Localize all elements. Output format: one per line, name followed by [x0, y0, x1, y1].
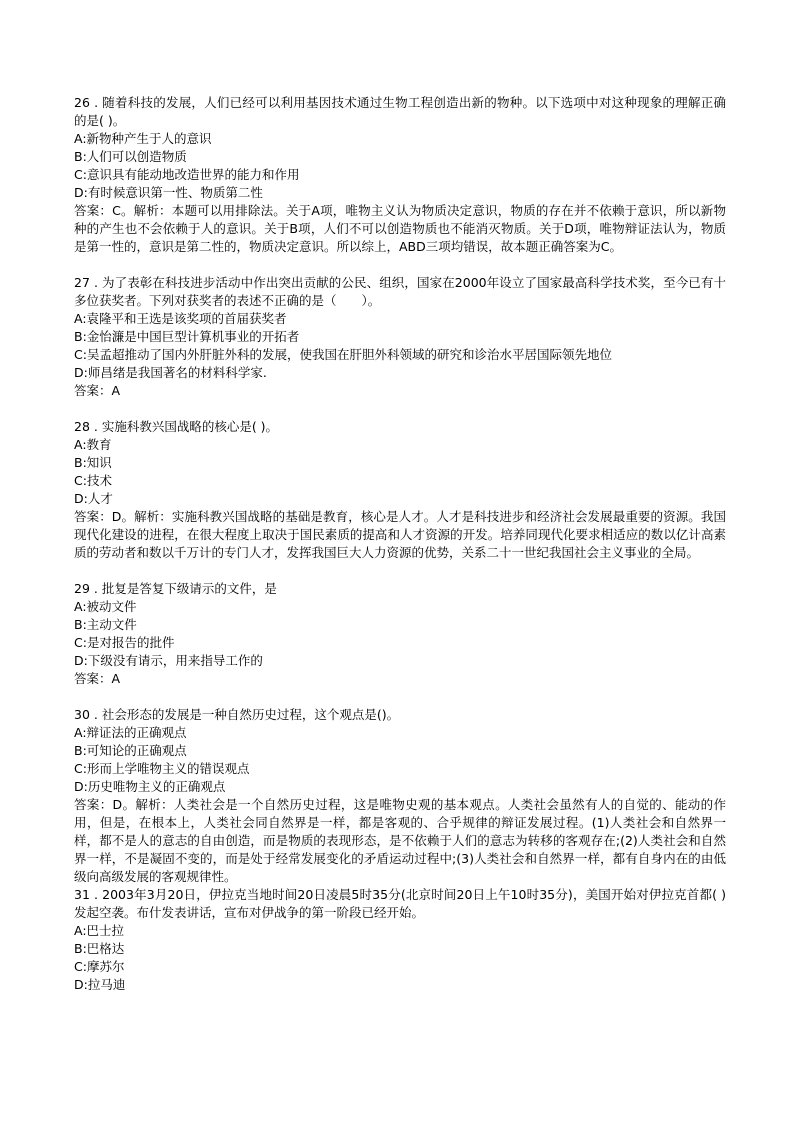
question-stem: 29 . 批复是答复下级请示的文件，是	[74, 581, 277, 596]
option-d: D:历史唯物主义的正确观点	[74, 779, 226, 794]
answer-explanation: 答案：A	[74, 383, 121, 398]
answer-explanation: 答案：D。解析：实施科教兴国战略的基础是教育，核心是人才。人才是科技进步和经济社会发展最重要的资源。我国现代化建设的进程，在很大程度上取决于国民素质的提高和人才资源的开发。培养同现代化要求相适应的数以亿计高素质的劳动者和数以千万计的专门人才，发挥我国巨大人力资源的优势，关系二十一世纪我国社会主义事业的全局。	[74, 509, 726, 560]
option-c: C:形而上学唯物主义的错误观点	[74, 761, 250, 776]
question-stem: 31 . 2003年3月20日，伊拉克当地时间20日凌晨5时35分(北京时间20日上午10时35分)，美国开始对伊拉克首都( )发起空袭。布什发表讲话，宣布对伊战争的第一阶段已经开始。	[74, 887, 726, 920]
option-d: D:师昌绪是我国著名的材料科学家.	[74, 365, 267, 380]
question-30	[74, 706, 726, 886]
question-31	[74, 886, 726, 994]
option-d: D:人才	[74, 491, 113, 506]
question-29	[74, 580, 726, 688]
option-b: B:金怡濂是中国巨型计算机事业的开拓者	[74, 329, 300, 344]
option-d: D:下级没有请示，用来指导工作的	[74, 653, 263, 668]
option-c: C:吴孟超推动了国内外肝脏外科的发展，使我国在肝胆外科领域的研究和诊治水平居国际领先地位	[74, 347, 612, 362]
option-a: A:巴士拉	[74, 923, 125, 938]
option-b: B:知识	[74, 455, 112, 470]
question-26	[74, 94, 726, 256]
option-a: A:辩证法的正确观点	[74, 725, 187, 740]
option-a: A:被动文件	[74, 599, 137, 614]
option-c: C:意识具有能动地改造世界的能力和作用	[74, 167, 300, 182]
option-b: B:主动文件	[74, 617, 137, 632]
question-28	[74, 418, 726, 562]
answer-explanation: 答案：C。解析：本题可以用排除法。关于A项，唯物主义认为物质决定意识，物质的存在并不依赖于意识，所以新物种的产生也不会依赖于人的意识。关于B项，人们不可以创造物质也不能消灭物质。关于D项，唯物辩证法认为，物质是第一性的，意识是第二性的，物质决定意识。所以综上，ABD三项均错误，故本题正确答案为C。	[74, 203, 726, 254]
question-27	[74, 274, 726, 400]
answer-explanation: 答案：A	[74, 671, 121, 686]
option-c: C:是对报告的批件	[74, 635, 175, 650]
option-b: B:人们可以创造物质	[74, 149, 187, 164]
question-stem: 30 . 社会形态的发展是一种自然历史过程，这个观点是()。	[74, 707, 400, 722]
option-a: A:教育	[74, 437, 112, 452]
option-c: C:技术	[74, 473, 112, 488]
question-stem: 28 . 实施科教兴国战略的核心是( )。	[74, 419, 279, 434]
option-a: A:新物种产生于人的意识	[74, 131, 212, 146]
option-b: B:可知论的正确观点	[74, 743, 187, 758]
answer-explanation: 答案：D。解析：人类社会是一个自然历史过程，这是唯物史观的基本观点。人类社会虽然有人的自觉的、能动的作用，但是，在根本上，人类社会同自然界是一样，都是客观的、合乎规律的辩证发展过程。(1)人类社会和自然界一样，都不是人的意志的自由创造，而是物质的表现形态，是不依赖于人们的意志为转移的客观存在;(2)人类社会和自然界一样，不是凝固不变的，而是处于经常发展变化的矛盾运动过程中;(3)人类社会和自然界一样，都有自身内在的由低级向高级发展的客观规律性。	[74, 797, 726, 884]
option-c: C:摩苏尔	[74, 959, 125, 974]
document-page	[74, 94, 726, 994]
option-a: A:袁隆平和王选是该奖项的首届获奖者	[74, 311, 287, 326]
option-b: B:巴格达	[74, 941, 125, 956]
option-d: D:有时候意识第一性、物质第二性	[74, 185, 263, 200]
question-stem: 26 . 随着科技的发展，人们已经可以利用基因技术通过生物工程创造出新的物种。以下选项中对这种现象的理解正确的是( )。	[74, 95, 726, 128]
question-stem: 27 . 为了表彰在科技进步活动中作出突出贡献的公民、组织，国家在2000年设立了国家最高科学技术奖，至今已有十多位获奖者。下列对获奖者的表述不正确的是（ ）。	[74, 275, 726, 308]
option-d: D:拉马迪	[74, 977, 126, 992]
